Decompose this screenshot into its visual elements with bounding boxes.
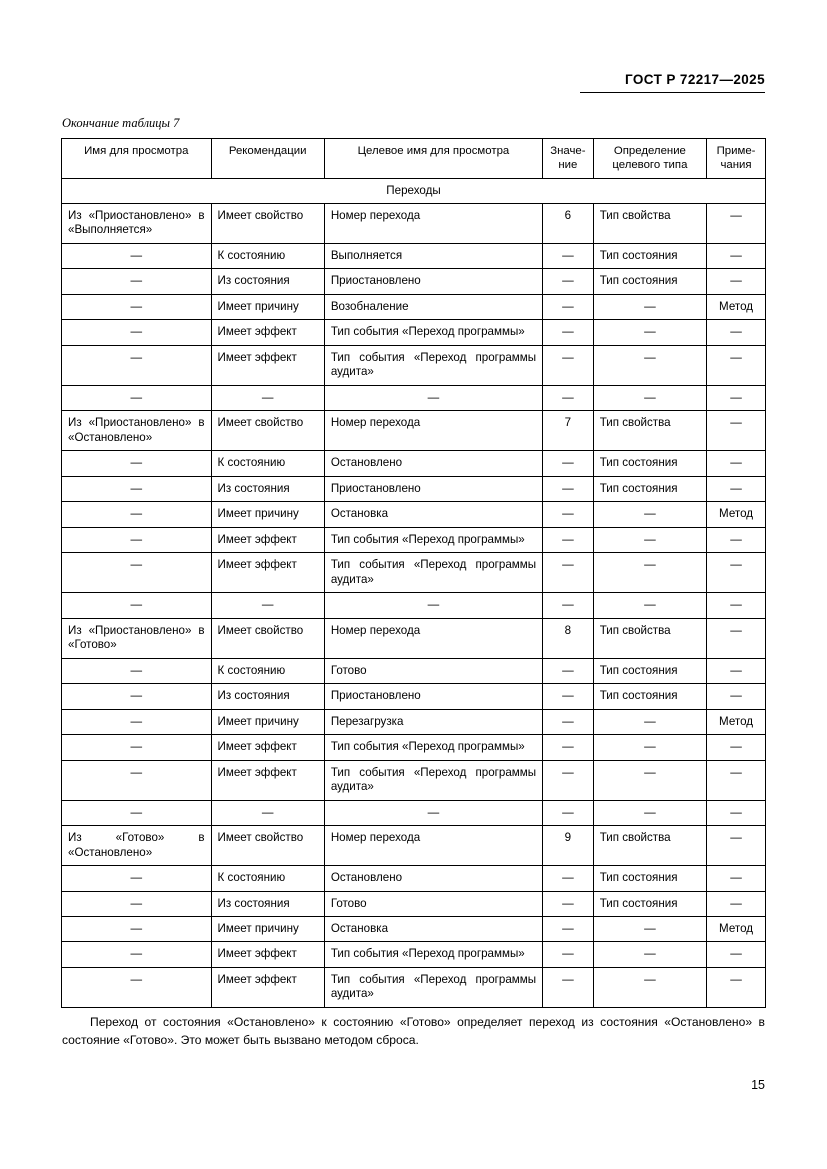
table-row	[62, 476, 766, 501]
cell-value: 6	[543, 203, 594, 243]
cell-target-type: —	[593, 917, 706, 942]
cell-recommendation: Имеет свойство	[211, 618, 324, 658]
table-row	[62, 385, 766, 410]
cell-recommendation: Имеет свойство	[211, 203, 324, 243]
cell-notes: —	[707, 476, 766, 501]
cell-notes: —	[707, 411, 766, 451]
cell-recommendation: Имеет свойство	[211, 826, 324, 866]
cell-target-display-name: Остановка	[324, 502, 542, 527]
cell-display-name: —	[62, 684, 212, 709]
table-row	[62, 320, 766, 345]
table-row	[62, 967, 766, 1007]
table-row	[62, 527, 766, 552]
cell-recommendation: Имеет эффект	[211, 967, 324, 1007]
cell-display-name: Из «Приостановлено» в «Готово»	[62, 618, 212, 658]
cell-notes: —	[707, 684, 766, 709]
cell-value: —	[543, 269, 594, 294]
cell-target-type: —	[593, 502, 706, 527]
cell-recommendation: Имеет эффект	[211, 760, 324, 800]
cell-value: —	[543, 243, 594, 268]
table-row	[62, 891, 766, 916]
standard-header: ГОСТ Р 72217—2025	[624, 72, 765, 87]
table-section-row	[62, 178, 766, 203]
cell-target-display-name: Номер перехода	[324, 826, 542, 866]
cell-notes: —	[707, 967, 766, 1007]
cell-value: 8	[543, 618, 594, 658]
cell-display-name: —	[62, 917, 212, 942]
cell-recommendation: К состоянию	[211, 243, 324, 268]
cell-target-type: Тип свойства	[593, 411, 706, 451]
cell-target-display-name: Номер перехода	[324, 411, 542, 451]
cell-target-type: —	[593, 760, 706, 800]
cell-target-type: —	[593, 385, 706, 410]
cell-target-type: —	[593, 527, 706, 552]
cell-target-type: —	[593, 800, 706, 825]
cell-display-name: —	[62, 866, 212, 891]
table-row	[62, 917, 766, 942]
cell-recommendation: Имеет эффект	[211, 320, 324, 345]
cell-display-name: —	[62, 800, 212, 825]
cell-display-name: —	[62, 760, 212, 800]
cell-display-name: —	[62, 709, 212, 734]
cell-target-display-name: Тип события «Переход программы»	[324, 942, 542, 967]
transitions-table	[61, 138, 766, 1008]
column-header-value-line2: ние	[558, 159, 578, 172]
cell-recommendation: Имеет причину	[211, 294, 324, 319]
cell-recommendation: Имеет эффект	[211, 942, 324, 967]
cell-notes: —	[707, 385, 766, 410]
column-header-target-type-line1: Определение	[613, 145, 686, 157]
cell-notes: Метод	[707, 502, 766, 527]
table-row	[62, 942, 766, 967]
cell-display-name: —	[62, 967, 212, 1007]
cell-target-type: Тип свойства	[593, 826, 706, 866]
cell-value: —	[543, 476, 594, 501]
cell-target-display-name: Номер перехода	[324, 618, 542, 658]
column-header-notes-line2: чания	[720, 159, 752, 172]
cell-target-display-name: Готово	[324, 891, 542, 916]
cell-notes: —	[707, 451, 766, 476]
cell-value: —	[543, 760, 594, 800]
column-header-target-type-line2: целевого типа	[612, 159, 688, 172]
cell-target-display-name: —	[324, 800, 542, 825]
cell-target-display-name: Перезагрузка	[324, 709, 542, 734]
cell-notes: —	[707, 593, 766, 618]
cell-notes: —	[707, 345, 766, 385]
cell-value: —	[543, 967, 594, 1007]
cell-notes: —	[707, 269, 766, 294]
column-header-value	[543, 139, 594, 179]
cell-notes: —	[707, 527, 766, 552]
cell-target-type: Тип состояния	[593, 866, 706, 891]
cell-recommendation: Имеет причину	[211, 709, 324, 734]
cell-recommendation: Из состояния	[211, 476, 324, 501]
cell-display-name: —	[62, 345, 212, 385]
cell-value: —	[543, 891, 594, 916]
cell-recommendation: Из состояния	[211, 891, 324, 916]
table-section-title: Переходы	[62, 178, 766, 203]
cell-target-display-name: Тип события «Переход программы»	[324, 735, 542, 760]
closing-paragraph: Переход от состояния «Остановлено» к состоянию «Готово» определяет переход из состояния «Остановлено» в состояние «Готово». Это может быть вызвано методом сброса.	[62, 1015, 765, 1047]
table-row	[62, 294, 766, 319]
cell-value: —	[543, 345, 594, 385]
table-header	[62, 139, 766, 179]
column-header-display-name: Имя для просмотра	[62, 139, 212, 179]
cell-display-name: —	[62, 553, 212, 593]
cell-display-name: Из «Готово» в «Остановлено»	[62, 826, 212, 866]
cell-display-name: —	[62, 385, 212, 410]
cell-value: 9	[543, 826, 594, 866]
cell-notes: —	[707, 891, 766, 916]
column-header-value-line1: Значе-	[550, 145, 586, 157]
cell-target-display-name: Приостановлено	[324, 684, 542, 709]
cell-notes: Метод	[707, 294, 766, 319]
cell-recommendation: К состоянию	[211, 451, 324, 476]
cell-target-type: Тип состояния	[593, 891, 706, 916]
cell-recommendation: К состоянию	[211, 866, 324, 891]
table-row	[62, 709, 766, 734]
header-rule	[580, 92, 765, 93]
cell-display-name: —	[62, 942, 212, 967]
cell-notes: —	[707, 866, 766, 891]
cell-target-display-name: Тип события «Переход программы»	[324, 527, 542, 552]
table-header-row	[62, 139, 766, 179]
cell-notes: —	[707, 618, 766, 658]
cell-target-type: Тип состояния	[593, 269, 706, 294]
cell-recommendation: Имеет эффект	[211, 735, 324, 760]
cell-target-type: Тип состояния	[593, 684, 706, 709]
cell-recommendation: Имеет эффект	[211, 553, 324, 593]
cell-notes: —	[707, 203, 766, 243]
cell-target-type: Тип состояния	[593, 658, 706, 683]
cell-target-display-name: —	[324, 593, 542, 618]
cell-notes: —	[707, 826, 766, 866]
table-row	[62, 451, 766, 476]
cell-target-display-name: —	[324, 385, 542, 410]
cell-value: —	[543, 735, 594, 760]
cell-display-name: Из «Приостановлено» в «Остановлено»	[62, 411, 212, 451]
cell-recommendation: —	[211, 800, 324, 825]
cell-display-name: —	[62, 658, 212, 683]
cell-target-display-name: Тип события «Переход программы аудита»	[324, 967, 542, 1007]
cell-value: —	[543, 527, 594, 552]
cell-recommendation: —	[211, 593, 324, 618]
cell-display-name: —	[62, 527, 212, 552]
cell-value: —	[543, 866, 594, 891]
cell-recommendation: Из состояния	[211, 269, 324, 294]
cell-value: —	[543, 320, 594, 345]
table-row	[62, 826, 766, 866]
table-row	[62, 269, 766, 294]
cell-target-display-name: Номер перехода	[324, 203, 542, 243]
cell-notes: —	[707, 735, 766, 760]
cell-target-type: —	[593, 320, 706, 345]
cell-value: —	[543, 593, 594, 618]
cell-target-display-name: Остановка	[324, 917, 542, 942]
cell-target-type: Тип свойства	[593, 203, 706, 243]
cell-notes: Метод	[707, 709, 766, 734]
cell-target-display-name: Остановлено	[324, 866, 542, 891]
table-row	[62, 203, 766, 243]
cell-recommendation: Имеет причину	[211, 917, 324, 942]
table-row	[62, 684, 766, 709]
cell-recommendation: Имеет эффект	[211, 527, 324, 552]
table-row	[62, 658, 766, 683]
table-body	[62, 178, 766, 1007]
cell-recommendation: Имеет свойство	[211, 411, 324, 451]
cell-notes: —	[707, 942, 766, 967]
cell-display-name: —	[62, 891, 212, 916]
cell-display-name: —	[62, 294, 212, 319]
cell-value: —	[543, 684, 594, 709]
column-header-target-display-name: Целевое имя для просмотра	[324, 139, 542, 179]
table-row	[62, 593, 766, 618]
cell-recommendation: К состоянию	[211, 658, 324, 683]
column-header-notes	[707, 139, 766, 179]
column-header-recommendation: Рекомендации	[211, 139, 324, 179]
cell-target-display-name: Остановлено	[324, 451, 542, 476]
cell-display-name: —	[62, 735, 212, 760]
cell-target-type: —	[593, 942, 706, 967]
cell-value: —	[543, 502, 594, 527]
page-number: 15	[751, 1078, 765, 1092]
cell-target-display-name: Выполняется	[324, 243, 542, 268]
cell-notes: —	[707, 658, 766, 683]
column-header-notes-line1: Приме-	[716, 145, 756, 157]
column-header-target-type-definition	[593, 139, 706, 179]
cell-target-type: —	[593, 593, 706, 618]
cell-recommendation: —	[211, 385, 324, 410]
cell-target-type: —	[593, 345, 706, 385]
cell-value: —	[543, 942, 594, 967]
cell-value: —	[543, 658, 594, 683]
table-row	[62, 618, 766, 658]
table-row	[62, 866, 766, 891]
cell-display-name: —	[62, 269, 212, 294]
cell-notes: —	[707, 800, 766, 825]
cell-display-name: —	[62, 476, 212, 501]
table-caption: Окончание таблицы 7	[62, 116, 180, 130]
cell-display-name: —	[62, 243, 212, 268]
cell-value: —	[543, 385, 594, 410]
cell-display-name: —	[62, 593, 212, 618]
cell-display-name: Из «Приостановлено» в «Выполняется»	[62, 203, 212, 243]
cell-target-type: Тип свойства	[593, 618, 706, 658]
cell-value: —	[543, 800, 594, 825]
cell-display-name: —	[62, 320, 212, 345]
table-row	[62, 760, 766, 800]
table-row	[62, 800, 766, 825]
cell-target-type: Тип состояния	[593, 476, 706, 501]
cell-target-display-name: Тип события «Переход программы аудита»	[324, 345, 542, 385]
table-row	[62, 411, 766, 451]
cell-display-name: —	[62, 451, 212, 476]
cell-notes: —	[707, 553, 766, 593]
cell-value: 7	[543, 411, 594, 451]
cell-target-type: —	[593, 709, 706, 734]
cell-target-type: —	[593, 294, 706, 319]
cell-target-display-name: Тип события «Переход программы аудита»	[324, 553, 542, 593]
table-row	[62, 553, 766, 593]
cell-target-display-name: Готово	[324, 658, 542, 683]
cell-value: —	[543, 451, 594, 476]
cell-value: —	[543, 553, 594, 593]
cell-value: —	[543, 709, 594, 734]
cell-value: —	[543, 294, 594, 319]
table-row	[62, 345, 766, 385]
cell-target-display-name: Возобналение	[324, 294, 542, 319]
cell-target-display-name: Тип события «Переход программы»	[324, 320, 542, 345]
table-row	[62, 735, 766, 760]
cell-target-type: —	[593, 553, 706, 593]
cell-value: —	[543, 917, 594, 942]
cell-target-display-name: Тип события «Переход программы аудита»	[324, 760, 542, 800]
cell-target-display-name: Приостановлено	[324, 476, 542, 501]
cell-target-type: Тип состояния	[593, 243, 706, 268]
cell-target-display-name: Приостановлено	[324, 269, 542, 294]
cell-notes: —	[707, 760, 766, 800]
table-row	[62, 243, 766, 268]
table-row	[62, 502, 766, 527]
cell-display-name: —	[62, 502, 212, 527]
cell-recommendation: Имеет эффект	[211, 345, 324, 385]
cell-notes: Метод	[707, 917, 766, 942]
cell-notes: —	[707, 243, 766, 268]
cell-target-type: —	[593, 967, 706, 1007]
cell-recommendation: Имеет причину	[211, 502, 324, 527]
cell-recommendation: Из состояния	[211, 684, 324, 709]
cell-notes: —	[707, 320, 766, 345]
cell-target-type: —	[593, 735, 706, 760]
cell-target-type: Тип состояния	[593, 451, 706, 476]
